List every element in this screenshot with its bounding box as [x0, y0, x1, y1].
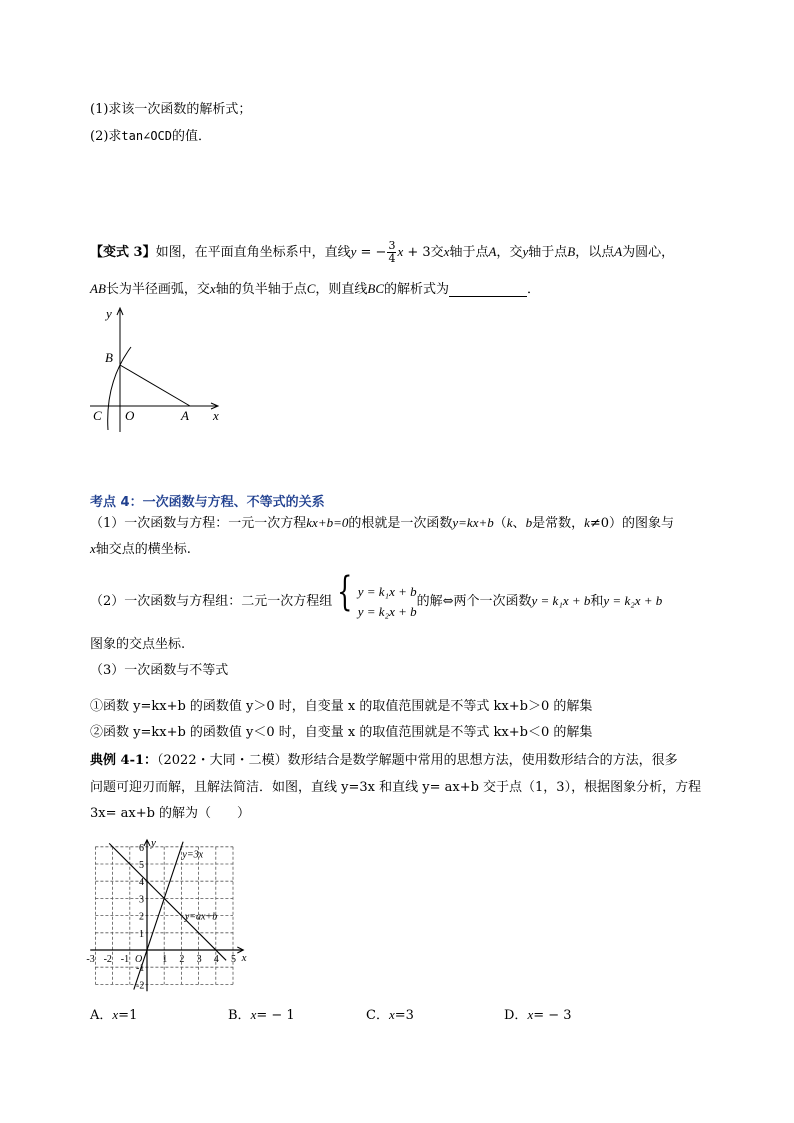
variant3-text: 的解析式为: [384, 282, 450, 297]
option-value: = − 1: [256, 1008, 295, 1023]
variant3-label: 【变式 3】: [90, 245, 156, 260]
kaodian4-p2: [90, 569, 663, 620]
var-x: x: [443, 244, 450, 259]
question-2: [90, 125, 211, 144]
var-x: x: [209, 281, 216, 296]
x-tick-label: 1: [162, 954, 168, 965]
variant3-text: ，交: [496, 245, 523, 260]
p1-text: 轴交点的横坐标.: [95, 542, 191, 557]
equation-system: [358, 582, 417, 622]
label-o: O: [125, 408, 135, 423]
variant3-line2: [90, 278, 540, 297]
x-axis-label: x: [241, 952, 247, 964]
option-d[interactable]: [504, 1004, 572, 1023]
p1-equation: kx+b=0: [306, 515, 349, 530]
eq-sign: = −: [356, 245, 387, 260]
question-2-prefix: (2)求: [90, 129, 122, 144]
variant3-figure: [85, 302, 235, 437]
y-axis-label: y: [151, 838, 156, 849]
label-a: A: [181, 408, 189, 423]
fraction: [387, 240, 396, 265]
variant3-text: 轴的负半轴于点: [215, 282, 307, 297]
point-c: C: [306, 281, 316, 296]
variant3-text: 如图，在平面直角坐标系中，直线: [155, 245, 351, 260]
variant3-line1: [90, 238, 674, 266]
x-tick-label: -1: [120, 954, 130, 965]
var-y: y: [350, 244, 357, 259]
x-tick-label: 5: [231, 954, 236, 965]
y-tick-label: 4: [139, 877, 144, 889]
variant3-text: ．: [527, 282, 541, 297]
p2-text: （2）一次函数与方程组：二元一次方程组: [90, 594, 333, 609]
p1-function: y=kx+b: [452, 515, 494, 530]
kaodian4-title: 考点 4：一次函数与方程、不等式的关系: [90, 495, 325, 510]
option-letter: D．: [504, 1008, 528, 1023]
question-1: (1)求该一次函数的解析式；: [90, 102, 252, 117]
point-b: B: [567, 244, 576, 259]
option-value: =3: [394, 1008, 414, 1023]
option-letter: B．: [228, 1008, 251, 1023]
example-figure: [85, 838, 255, 996]
y-tick-label: 3: [139, 894, 144, 906]
example-line1: [90, 749, 678, 768]
variant3-text: ，则直线: [315, 282, 368, 297]
kaodian4-p1-line1: [90, 512, 674, 531]
option-a[interactable]: [90, 1004, 137, 1023]
point-a: A: [488, 244, 497, 259]
frac-den: 4: [388, 252, 396, 265]
p1-text: ≠0）的图象与: [589, 516, 675, 531]
variant3-text: ，以点: [575, 245, 615, 260]
label-b: B: [105, 350, 113, 365]
p1-text: 是常数，: [532, 516, 585, 531]
y-tick-label: -2: [136, 980, 145, 992]
question-2-tan: tan∠OCD: [121, 129, 172, 143]
variant3-text: 长为半径画弧，交: [105, 282, 210, 297]
option-var: x: [250, 1007, 257, 1022]
var-x: x: [90, 541, 96, 556]
kaodian4-p3: （3）一次函数与不等式: [90, 663, 229, 678]
y-tick-label: 6: [139, 842, 144, 854]
frac-num: 3: [388, 239, 396, 252]
option-var: x: [112, 1007, 119, 1022]
label-x: x: [213, 408, 219, 423]
segment-ab: AB: [90, 281, 106, 296]
system-eq-1: y = k₁x + b: [357, 583, 417, 599]
brace-icon: {: [337, 569, 353, 615]
example-line3: 3x= ax+b 的解为（ ）: [90, 806, 251, 821]
option-value: =1: [118, 1008, 138, 1023]
function-2: y = k₂x + b: [603, 593, 663, 608]
option-value: = − 3: [533, 1008, 572, 1023]
option-var: x: [527, 1007, 534, 1022]
x-tick-label: 2: [179, 954, 185, 965]
var-k: k: [584, 515, 590, 530]
y-tick-label: 2: [139, 911, 144, 923]
label-y: y: [106, 306, 112, 321]
var-b: b: [525, 515, 533, 530]
x-tick-label: O: [135, 954, 143, 965]
variant3-text: 交: [430, 245, 444, 260]
option-c[interactable]: [366, 1004, 414, 1023]
x-tick-label: -3: [86, 954, 95, 965]
option-letter: C．: [366, 1008, 389, 1023]
question-2-suffix: 的值．: [172, 129, 212, 144]
line1-label: y=3x: [182, 849, 204, 861]
example-text: （2022・大同・二模）数形结合是数学解题中常用的思想方法，使用数形结合的方法，很多: [157, 753, 678, 768]
label-c: C: [93, 408, 102, 423]
line-bc: BC: [367, 281, 385, 296]
point-a: A: [614, 244, 623, 259]
option-var: x: [388, 1007, 395, 1022]
function-1: y = k₁x + b: [531, 593, 591, 608]
example-label: 典例 4-1：: [90, 753, 158, 768]
kaodian4-c1: ①函数 y=kx+b 的函数值 y＞0 时，自变量 x 的取值范围就是不等式 kx+b＞0 的解集: [90, 699, 593, 714]
var-y: y: [522, 244, 529, 259]
option-b[interactable]: [228, 1004, 295, 1023]
kaodian4-p2-line2: 图象的交点坐标.: [90, 637, 186, 652]
answer-blank: [449, 284, 527, 297]
p1-text: 、: [512, 516, 526, 531]
line2-label: y=ax+b: [184, 911, 218, 923]
x-tick-label: -2: [103, 954, 112, 965]
p1-text: 的根就是一次函数: [348, 516, 453, 531]
kaodian4-c2: ②函数 y=kx+b 的函数值 y＜0 时，自变量 x 的取值范围就是不等式 kx+b＜0 的解集: [90, 725, 593, 740]
line-y-equals-ax-plus-b: [109, 843, 226, 960]
variant3-text: 为圆心，: [622, 245, 675, 260]
segment-ab: [120, 365, 190, 406]
p1-text: （: [493, 516, 507, 531]
p2-text: 的解⇔两个一次函数: [416, 594, 532, 609]
var-k: k: [506, 515, 513, 530]
p2-text: 和: [590, 594, 604, 609]
x-tick-label: 3: [196, 954, 202, 965]
kaodian4-p1-line2: [90, 538, 191, 557]
y-tick-label: -1: [136, 963, 145, 975]
p1-text: （1）一次函数与方程：一元一次方程: [90, 516, 307, 531]
y-tick-label: 5: [139, 860, 144, 871]
var-x: x: [397, 244, 404, 259]
y-tick-label: 1: [139, 928, 144, 940]
variant3-text: 轴于点: [528, 245, 568, 260]
system-eq-2: y = k₂x + b: [357, 603, 417, 619]
plus-three: + 3: [403, 245, 431, 260]
example-line2: 问题可迎刃而解，且解法简洁．如图，直线 y=3x 和直线 y= ax+b 交于点（1，3），根据图象分析，方程: [90, 780, 702, 795]
x-tick-label: 4: [213, 954, 219, 965]
option-letter: A．: [90, 1008, 113, 1023]
variant3-text: 轴于点: [449, 245, 489, 260]
